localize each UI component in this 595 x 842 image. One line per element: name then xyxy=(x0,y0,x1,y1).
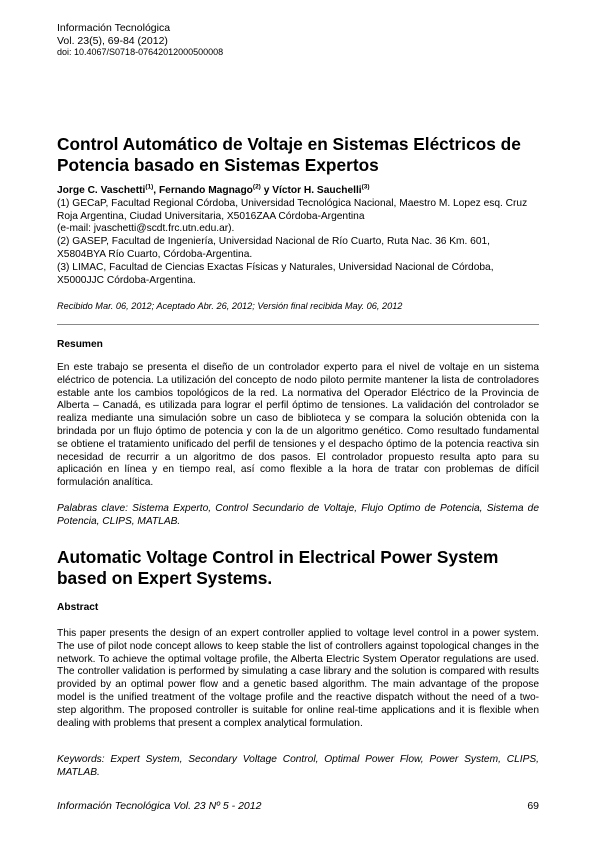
palabras-clave: Palabras clave: Sistema Experto, Control Secundario de Voltaje, Flujo Optimo de Potencia, Sistema de Potencia, CLIPS, MATLAB. xyxy=(57,503,539,527)
author-affiliation-mark: (1) xyxy=(145,183,154,191)
resumen-text: En este trabajo se presenta el diseño de un controlador experto para el nivel de voltaje en un sistema eléctrico de potencia. La utilización del concepto de nodo piloto permite mantener la lista de controladores estable ante los cambios topológicos de la red. La normativa del Operador Eléctrico de la Provincia de Alberta – Canadá, es utilizada para lograr el perfil óptimo de tensiones. La validación del controlador se realiza mediante una simulación sobre un caso de biblioteca y se compara la solución obtenida con la brindada por un flujo óptimo de potencia y con la de un algoritmo genético. Como resultado fundamental se obtiene el tratamiento unificado del perfil de tensiones y el despacho óptimo de la potencia reactiva sin necesidad de recurrir a un algoritmo de dos pasos. El controlador propuesto resulta apto para su aplicación en línea y en tiempo real, así como flexible a la hora de tratar con problemas de difícil formulación analítica. xyxy=(57,362,539,489)
author-name: Jorge C. Vaschetti xyxy=(57,185,146,196)
paper-title-english: Automatic Voltage Control in Electrical Power System based on Expert Systems. xyxy=(57,547,499,588)
resumen-heading: Resumen xyxy=(57,339,103,350)
footer-journal: Información Tecnológica Vol. 23 Nº 5 - 2012 xyxy=(57,800,262,812)
affiliation: (2) GASEP, Facultad de Ingeniería, Universidad Nacional de Río Cuarto, Ruta Nac. 36 Km. 601, X5804BYA Río Cuarto, Córdoba-Argentina. xyxy=(57,236,491,260)
author-separator: y xyxy=(260,185,273,196)
author-separator: , xyxy=(153,185,159,196)
received-dates: Recibido Mar. 06, 2012; Aceptado Abr. 26, 2012; Versión final recibida May. 06, 2012 xyxy=(57,301,403,311)
journal-doi: doi: 10.4067/S0718-07642012000500008 xyxy=(57,47,224,57)
affiliation: (1) GECaP, Facultad Regional Córdoba, Universidad Tecnológica Nacional, Maestro M. Lopez esq. Cruz Roja Argentina, Ciudad Universitaria, X5016ZAA Córdoba-Argentina xyxy=(57,197,528,222)
page-footer xyxy=(57,800,539,813)
journal-name: Información Tecnológica xyxy=(57,22,171,34)
journal-volume: Vol. 23(5), 69-84 (2012) xyxy=(57,34,168,47)
journal-header xyxy=(57,22,223,58)
author-name: Fernando Magnago xyxy=(158,185,253,196)
abstract-text: This paper presents the design of an expert controller applied to voltage level control in a power system. The use of pilot node concept allows to keep stable the list of controllers against topological changes in the network. To achieve the optimal voltage profile, the Alberta Electric System Operator regulations are used. The controller validation is performed by simulating a case library and the solution is compared with results provided by an optimal power flow and a genetic based algorithm. The main advantage of the propose model is the unified treatment of the voltage profile and the reactive dispatch without the need of a two-step algorithm. The proposed controller is suitable for online real-time applications and it is flexible when dealing with problems that present a complex analytical formulation. xyxy=(57,628,539,729)
paper-title-spanish: Control Automático de Voltaje en Sistemas Eléctricos de Potencia basado en Sistemas Expertos xyxy=(57,134,521,175)
author-affiliation-mark: (3) xyxy=(361,183,370,191)
author-affiliation-mark: (2) xyxy=(252,183,261,191)
affiliation: (3) LIMAC, Facultad de Ciencias Exactas Físicas y Naturales, Universidad Nacional de Córdoba, X5000JJC Córdoba-Argentina. xyxy=(57,261,494,286)
page-number: 69 xyxy=(527,800,539,812)
author-block xyxy=(57,185,539,287)
keywords: Keywords: Expert System, Secondary Voltage Control, Optimal Power Flow, Power System, CLIPS, MATLAB. xyxy=(57,754,539,778)
affiliation-email: (e-mail: jvaschetti@scdt.frc.utn.edu.ar). xyxy=(57,223,235,235)
section-divider xyxy=(57,324,539,325)
author-list xyxy=(57,185,539,198)
abstract-heading: Abstract xyxy=(57,602,99,613)
author-name: Víctor H. Sauchelli xyxy=(272,185,362,196)
